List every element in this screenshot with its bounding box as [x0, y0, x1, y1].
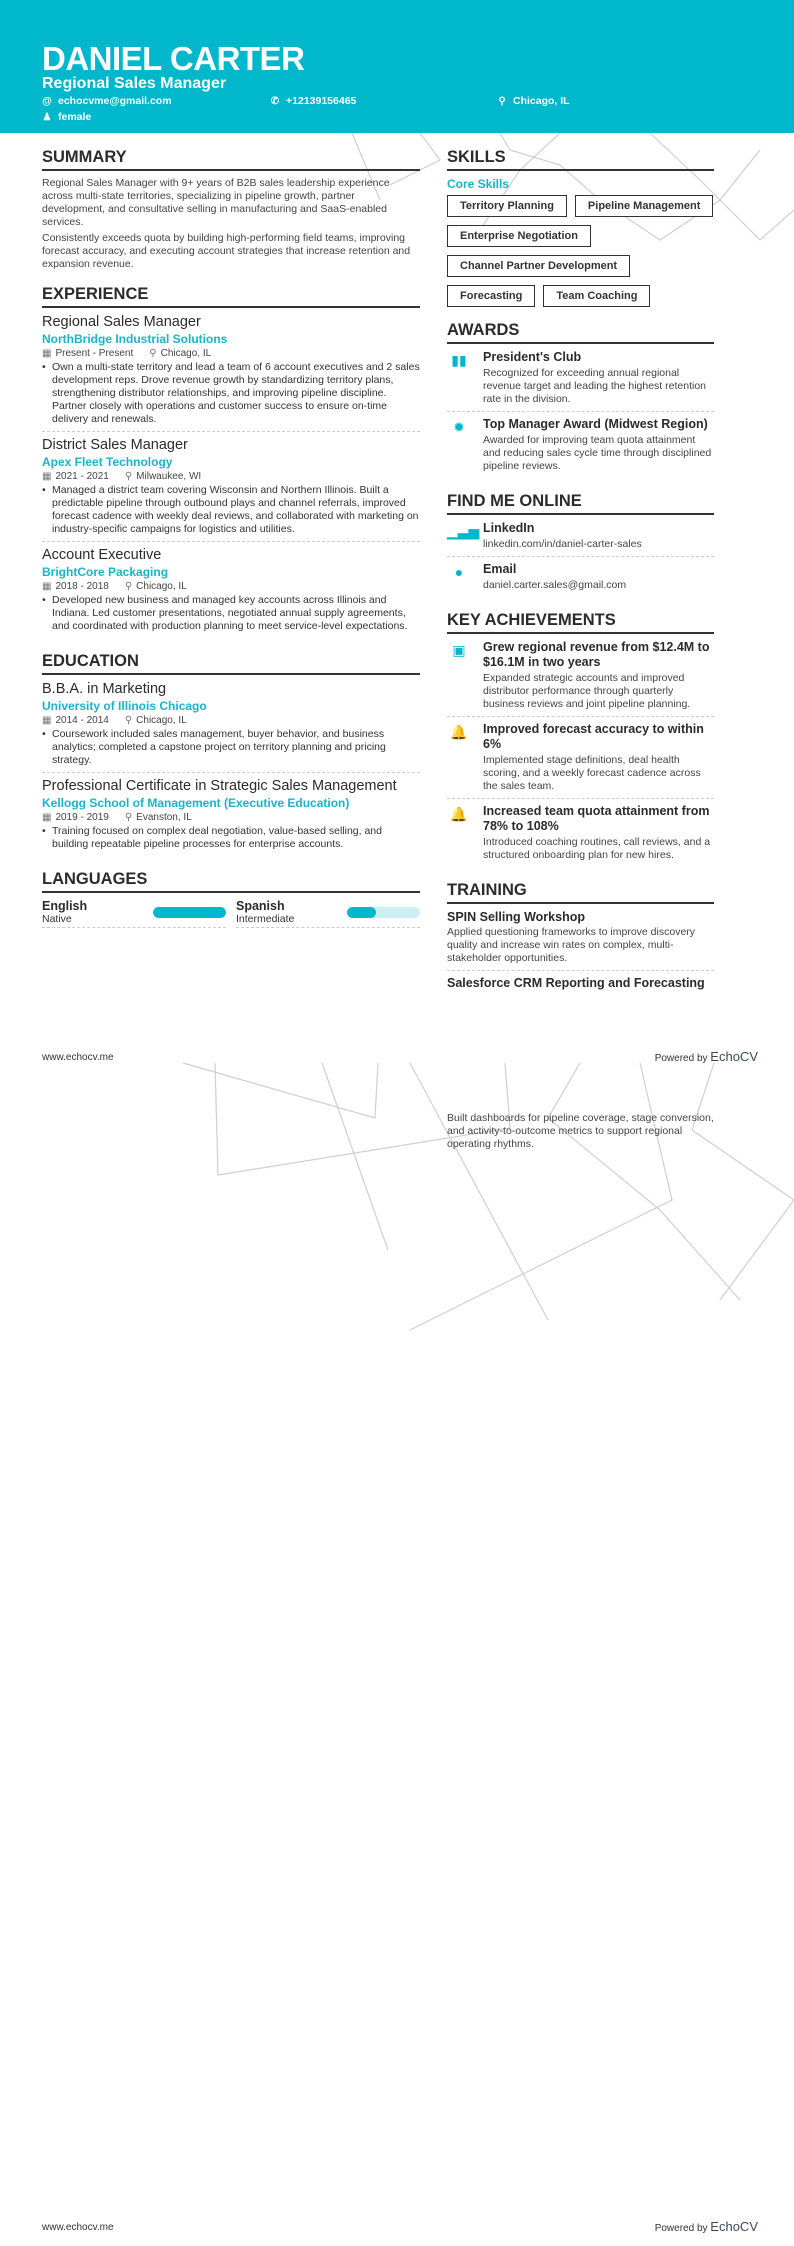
entry-organization: BrightCore Packaging: [42, 565, 169, 579]
entry-bullet: • Training focused on complex deal negotiation, value-based selling, and building repeatable pipeline processes for enterprise accounts.: [42, 825, 420, 851]
left-column: [42, 148, 420, 928]
skills-heading: SKILLS: [447, 148, 714, 171]
footer-site-link[interactable]: www.echocv.me: [42, 1052, 114, 1063]
entry-dates: 2018 - 2018: [55, 581, 109, 592]
entry-dates: 2019 - 2019: [55, 812, 109, 823]
awards-item: [447, 417, 714, 478]
language-proficiency-bar: [153, 907, 226, 918]
online-list: [447, 521, 714, 597]
footer-powered-by[interactable]: [655, 2219, 758, 2234]
calendar-icon: ▦: [42, 471, 52, 482]
entry-title: B.B.A. in Marketing: [42, 681, 167, 697]
languages-list: [42, 899, 420, 928]
entry-bullet: • Managed a district team covering Wisconsin and Northern Illinois. Built a predictable pipeline through outbound plays and channel referrals, improved forecast cadence with weekly deal reviews, and collaborated with marketing on industry-specific campaigns for logistics and utilities.: [42, 484, 420, 536]
item-title: President's Club: [483, 350, 582, 364]
at-icon: @: [42, 95, 52, 107]
achievements-list: [447, 640, 714, 867]
language-level: Intermediate: [236, 913, 295, 925]
item-desc: Implemented stage definitions, deal health scoring, and a weekly forecast cadence across the sales team.: [483, 754, 701, 792]
entry-organization: Kellogg School of Management (Executive Education): [42, 796, 350, 810]
location-pin-icon: ⚲: [124, 812, 133, 823]
item-desc: Expanded strategic accounts and improved distributor performance through quarterly business reviews and joint pipeline planning.: [483, 672, 691, 710]
entry-meta: [42, 471, 420, 482]
entry-dates: Present - Present: [55, 348, 134, 359]
achievements-item: [447, 640, 714, 717]
experience-entry: [42, 437, 420, 542]
entry-organization: Apex Fleet Technology: [42, 455, 173, 469]
gear-icon: ✹: [453, 419, 465, 435]
online-item: [447, 521, 714, 557]
experience-heading: EXPERIENCE: [42, 285, 420, 308]
candidate-title: Regional Sales Manager: [42, 75, 227, 92]
education-list: [42, 681, 420, 856]
entry-location: Chicago, IL: [160, 348, 212, 359]
online-heading: FIND ME ONLINE: [447, 492, 714, 515]
brand-name: EchoCV: [710, 1049, 758, 1064]
entry-meta: [42, 812, 420, 823]
item-title: LinkedIn: [483, 521, 535, 535]
powered-label: Powered by: [654, 2223, 708, 2234]
entry-location: Chicago, IL: [136, 581, 187, 592]
candidate-name: DANIEL CARTER: [42, 40, 305, 77]
entry-meta: [42, 581, 420, 592]
entry-location: Evanston, IL: [136, 812, 192, 823]
contact-phone[interactable]: [270, 95, 356, 107]
gender-text: female: [58, 111, 92, 123]
entry-dates: 2021 - 2021: [55, 471, 109, 482]
document-check-icon: ▣: [452, 642, 466, 658]
skill-tag: Pipeline Management: [575, 195, 713, 217]
online-item: [447, 562, 714, 597]
languages-heading: LANGUAGES: [42, 870, 420, 893]
summary-paragraph: Consistently exceeds quota by building high-performing field teams, improving forecast accuracy, and executing account strategies that increase retention and expansion revenue.: [42, 232, 411, 270]
entry-title: Account Executive: [42, 547, 162, 563]
item-title: Increased team quota attainment from 78% to 108%: [483, 804, 710, 833]
language-item: [236, 899, 420, 928]
entry-organization: NorthBridge Industrial Solutions: [42, 332, 228, 346]
phone-text: +12139156465: [286, 95, 357, 107]
footer-powered-by[interactable]: [655, 1049, 758, 1064]
location-pin-icon: ⚲: [498, 95, 506, 107]
education-heading: EDUCATION: [42, 652, 420, 675]
skills-tags: [447, 195, 714, 307]
item-desc: Recognized for exceeding annual regional revenue target and leading the highest retention rate in the division.: [483, 367, 706, 405]
awards-list: [447, 350, 714, 478]
experience-list: [42, 314, 420, 638]
training-title: Salesforce CRM Reporting and Forecasting: [447, 976, 705, 990]
entry-title: Regional Sales Manager: [42, 314, 201, 330]
skill-tag: Territory Planning: [447, 195, 567, 217]
calendar-icon: ▦: [42, 812, 52, 823]
entry-title: Professional Certificate in Strategic Sales Management: [42, 778, 397, 794]
resume-header: [0, 0, 794, 133]
chat-bubble-icon: ●: [454, 564, 464, 580]
item-title: Email: [483, 562, 517, 576]
entry-bullet: • Own a multi-state territory and lead a team of 6 account executives and 2 sales development reps. Drove revenue growth by standardizing territory plans, strengthening distributor relationships, and improving pipeline discipline. Partner closely with operations and customer success to ensure on-time delivery and renewals.: [42, 361, 420, 426]
training-item: [447, 910, 714, 971]
experience-entry: [42, 314, 420, 432]
achievements-item: [447, 804, 714, 867]
summary-paragraph: Regional Sales Manager with 9+ years of B2B sales leadership experience across multi-state territories, specializing in pipeline growth, partner development, and consultative selling in manufacturing and SaaS-enabled services.: [42, 177, 390, 228]
entry-location: Milwaukee, WI: [136, 471, 202, 482]
skill-tag: Forecasting: [447, 285, 535, 307]
person-icon: ♟: [42, 111, 52, 123]
bell-icon: 🔔: [450, 806, 468, 822]
achievements-heading: KEY ACHIEVEMENTS: [447, 611, 714, 634]
skill-tag: Enterprise Negotiation: [447, 225, 591, 247]
location-pin-icon: ⚲: [124, 581, 133, 592]
phone-icon: ✆: [270, 95, 280, 107]
location-pin-icon: ⚲: [149, 348, 157, 359]
item-title: Improved forecast accuracy to within 6%: [483, 722, 704, 751]
language-proficiency-bar: [347, 907, 420, 918]
language-name: Spanish: [236, 899, 285, 913]
training-continuation: [447, 1112, 714, 1151]
powered-label: Powered by: [654, 1053, 708, 1064]
skill-tag: Team Coaching: [543, 285, 650, 307]
bar-chart-icon: ▁▃▅: [447, 523, 480, 539]
entry-bullet: • Developed new business and managed key accounts across Illinois and Indiana. Led customer presentations, negotiated annual supply agreements, and coordinated with production planning to meet service-level expectations.: [42, 594, 420, 633]
language-item: [42, 899, 226, 928]
brand-name: EchoCV: [710, 2219, 758, 2234]
book-icon: ▮▮: [451, 352, 467, 368]
calendar-icon: ▦: [42, 581, 52, 592]
right-column: [447, 148, 714, 992]
entry-location: Chicago, IL: [136, 715, 187, 726]
achievements-item: [447, 722, 714, 799]
entry-title: District Sales Manager: [42, 437, 188, 453]
language-level: Native: [42, 913, 72, 925]
item-value[interactable]: daniel.carter.sales@gmail.com: [483, 579, 627, 591]
training-desc: Built dashboards for pipeline coverage, stage conversion, and activity-to-outcome metrics to support regional operating rhythms.: [447, 1112, 714, 1150]
training-heading: TRAINING: [447, 881, 714, 904]
language-proficiency-fill: [153, 907, 226, 918]
location-pin-icon: ⚲: [124, 715, 133, 726]
skills-subheading: Core Skills: [447, 177, 510, 191]
location-pin-icon: ⚲: [124, 471, 133, 482]
item-desc: Introduced coaching routines, call reviews, and a structured onboarding plan for new hires.: [483, 836, 711, 861]
entry-bullet: • Coursework included sales management, buyer behavior, and business analytics; completed a capstone project on territory planning and pricing strategy.: [42, 728, 420, 767]
training-title: SPIN Selling Workshop: [447, 910, 585, 924]
entry-dates: 2014 - 2014: [55, 715, 109, 726]
email-text: echocvme@gmail.com: [58, 95, 172, 107]
item-value[interactable]: linkedin.com/in/daniel-carter-sales: [483, 538, 642, 550]
calendar-icon: ▦: [42, 348, 52, 359]
awards-heading: AWARDS: [447, 321, 714, 344]
language-name: English: [42, 899, 88, 913]
contact-gender: [42, 111, 91, 123]
contact-email[interactable]: [42, 95, 172, 107]
item-title: Top Manager Award (Midwest Region): [483, 417, 708, 431]
education-entry: [42, 681, 420, 773]
location-text: Chicago, IL: [513, 95, 570, 107]
awards-item: [447, 350, 714, 412]
summary-heading: SUMMARY: [42, 148, 420, 171]
experience-entry: [42, 547, 420, 638]
bell-icon: 🔔: [450, 724, 468, 740]
item-desc: Awarded for improving team quota attainment and reducing sales cycle time through disciplined pipeline reviews.: [483, 434, 712, 472]
item-title: Grew regional revenue from $12.4M to $16.1M in two years: [483, 640, 710, 669]
entry-meta: [42, 715, 420, 726]
entry-organization: University of Illinois Chicago: [42, 699, 207, 713]
language-proficiency-fill: [347, 907, 376, 918]
skill-tag: Channel Partner Development: [447, 255, 630, 277]
footer-site-link[interactable]: www.echocv.me: [42, 2222, 114, 2233]
contact-location: [497, 95, 570, 107]
entry-meta: [42, 348, 420, 359]
training-desc: Applied questioning frameworks to improve discovery quality and increase win rates on complex, multi-stakeholder opportunities.: [447, 926, 696, 964]
education-entry: [42, 778, 420, 856]
calendar-icon: ▦: [42, 715, 52, 726]
